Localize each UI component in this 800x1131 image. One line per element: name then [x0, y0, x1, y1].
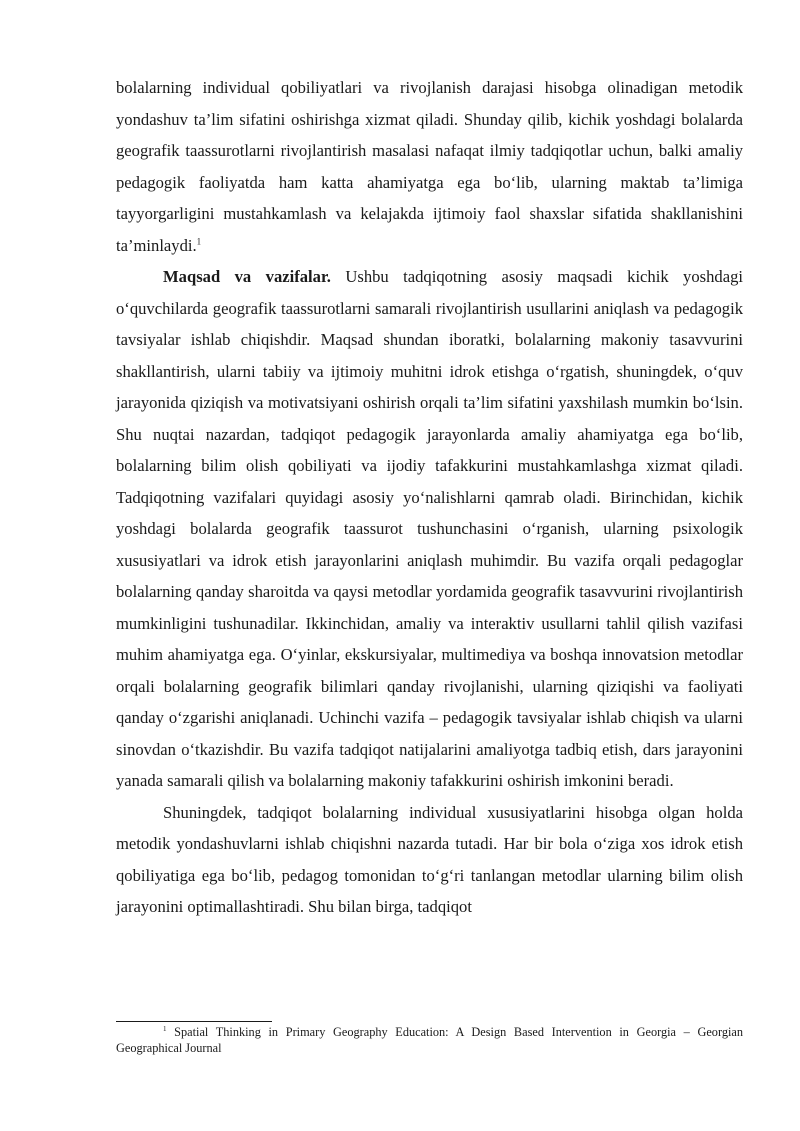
section-heading: Maqsad va vazifalar. — [163, 267, 331, 286]
footnote-text: Spatial Thinking in Primary Geography Education: A Design Based Intervention in Georgia – Georgian Geographical Journal — [116, 1025, 743, 1055]
paragraph-2-text: Ushbu tadqiqotning asosiy maqsadi kichik yoshdagi o‘quvchilarda geografik taassurotlarni samarali rivojlantirish usullarini aniqlash va pedagogik tavsiyalar ishlab chiqishdir. Maqsad shundan iboratki, bolalarning makoniy tasavvurini shakllantirish, ularni tabiiy va ijtimoiy muhitni idrok etishga o‘rgatish, shuningdek, o‘quv jarayonida qiziqish va motivatsiyani oshirish orqali ta’lim sifatini yaxshilash mumkin bo‘lsin. Shu nuqtai nazardan, tadqiqot pedagogik jarayonlarda amaliy ahamiyatga ega bo‘lib, bolalarning bilim olish qobiliyati va ijodiy tafakkurini mustahkamlashga xizmat qiladi. Tadqiqotning vazifalari quyidagi asosiy yo‘nalishlarni qamrab oladi. Birinchidan, kichik yoshdagi bolalarda geografik taassurot tushunchasini o‘rganish, ularning psixologik xususiyatlari va idrok etish jarayonlarini aniqlash muhimdir. Bu vazifa orqali pedagoglar bolalarning qanday sharoitda va qaysi metodlar yordamida geografik tasavvurini rivojlantirish mumkinligini tushunadilar. Ikkinchidan, amaliy va interaktiv usullarni tahlil qilish vazifasi muhim ahamiyatga ega. O‘yinlar, ekskursiyalar, multimediya va boshqa innovatsion metodlar orqali bolalarning geografik bilimlari qanday rivojlanishi, ularning qiziqishi va faoliyati qanday o‘zgarishi aniqlanadi. Uchinchi vazifa – pedagogik tavsiyalar ishlab chiqish va ularni sinovdan o‘tkazishdir. Bu vazifa tadqiqot natijalarini amaliyotga tadbiq etish, dars jarayonini yanada samarali qilish va bolalarning makoniy tafakkurini oshirish imkonini beradi. — [116, 267, 743, 790]
paragraph-1-text: bolalarning individual qobiliyatlari va rivojlanish darajasi hisobga olinadigan metodik yondashuv ta’lim sifatini oshirishga xizmat qiladi. Shunday qilib, kichik yoshdagi bolalarda geografik taassurotlarni rivojlantirish masalasi nafaqat ilmiy tadqiqotlar uchun, balki amaliy pedagogik faoliyatda ham katta ahamiyatga ega bo‘lib, ularning maktab ta’limiga tayyorgarligini mustahkamlash va kelajakda ijtimoiy faol shaxslar sifatida shakllanishini ta’minlaydi. — [116, 78, 743, 255]
footnote-reference: 1 — [196, 235, 202, 246]
paragraph-3-text: Shuningdek, tadqiqot bolalarning individual xususiyatlarini hisobga olgan holda metodik yondashuvlarni ishlab chiqishni nazarda tutadi. Har bir bola o‘ziga xos idrok etish qobiliyatiga ega bo‘lib, pedagog tomonidan to‘g‘ri tanlangan metodlar ularning bilim olish jarayonini optimallashtiradi. Shu bilan birga, tadqiqot — [116, 802, 743, 916]
footnote-marker: 1 — [163, 1024, 167, 1033]
footnote-separator — [116, 1021, 272, 1022]
footnote — [116, 1024, 743, 1056]
body-text — [116, 72, 743, 923]
paragraph-1 — [116, 72, 743, 261]
paragraph-2 — [116, 261, 743, 797]
paragraph-3 — [116, 797, 743, 923]
